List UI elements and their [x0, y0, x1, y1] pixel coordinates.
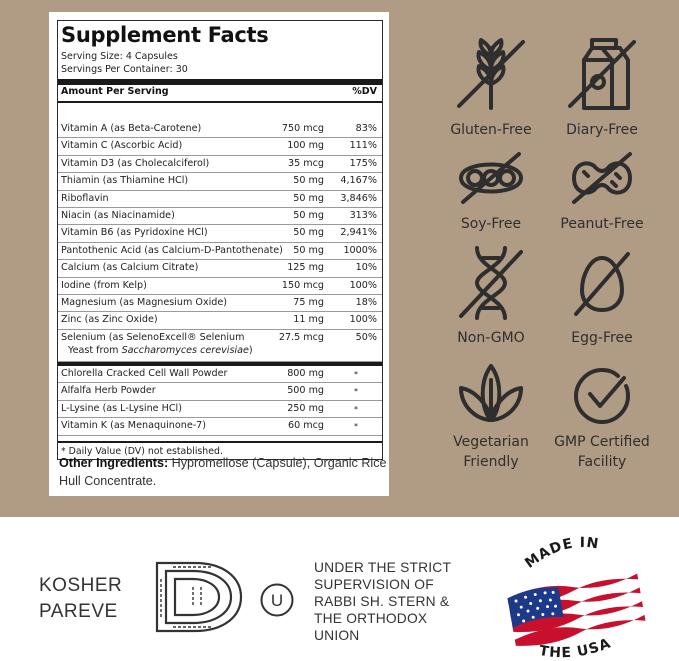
made-in-usa-emblem: [500, 535, 648, 661]
row-amount: 50 mg: [293, 210, 324, 221]
badge-label: Diary-Free: [566, 122, 638, 138]
table-row: [58, 156, 382, 173]
egg-crossed-icon: [562, 244, 642, 322]
table-row: [58, 295, 382, 312]
checkmark-circle-icon: [562, 360, 642, 426]
row-dv: 83%: [355, 123, 377, 134]
table-row: [58, 138, 382, 155]
row-name: Pantothenic Acid (as Calcium-D-Pantothenate): [61, 244, 283, 256]
badge-soy-free: [436, 148, 546, 234]
row-name: Vitamin C (Ascorbic Acid): [61, 140, 183, 152]
row-name: Vitamin K (as Menaquinone-7): [61, 420, 207, 432]
row-name-line2: Yeast from Saccharomyces cerevisiae): [68, 344, 253, 356]
badge-label-line2: Facility: [577, 454, 627, 470]
badge-vegetarian-friendly: [436, 360, 546, 472]
row-name: Vitamin B6 (as Pyridoxine HCl): [61, 227, 208, 239]
badge-label: Soy-Free: [460, 216, 522, 232]
row-amount: 800 mg: [287, 368, 324, 379]
row-name: Vitamin D3 (as Cholecalciferol): [61, 157, 210, 169]
certification-strip: [0, 517, 679, 661]
badge-dairy-free: [547, 34, 657, 140]
row-dv: 111%: [349, 140, 377, 152]
badge-label: Gluten-Free: [450, 122, 532, 138]
row-dv: *: [354, 422, 358, 432]
row-name: Calcium (as Calcium Citrate): [61, 262, 199, 274]
badge-peanut-free: [547, 148, 657, 234]
milk-carton-crossed-icon: [562, 34, 642, 114]
facts-title: Supplement Facts: [61, 23, 269, 47]
row-dv: 1000%: [343, 244, 377, 256]
row-dv: 3,846%: [340, 192, 377, 204]
row-amount: 75 mg: [293, 297, 324, 308]
table-row: [58, 278, 382, 295]
badge-non-gmo: [436, 244, 546, 348]
row-name: Niacin (as Niacinamide): [61, 210, 175, 221]
table-row: [58, 401, 382, 418]
ou-symbol-icon: [259, 582, 295, 618]
row-name: Chlorella Cracked Cell Wall Powder: [61, 368, 228, 379]
badge-gmp-certified: [544, 360, 660, 472]
row-amount: 100 mg: [287, 140, 324, 152]
header-amount-per-serving: Amount Per Serving: [61, 86, 169, 97]
row-dv: 175%: [349, 157, 377, 169]
row-amount: 150 mcg: [281, 279, 324, 291]
row-dv: *: [354, 370, 358, 379]
badge-label: Peanut-Free: [560, 216, 644, 232]
badge-egg-free: [547, 244, 657, 348]
badge-gluten-free: [436, 34, 546, 140]
row-name: Vitamin A (as Beta-Carotene): [61, 123, 202, 134]
peanut-crossed-icon: [562, 148, 642, 208]
row-amount: 27.5 mcg: [278, 331, 324, 343]
thick-divider: [58, 79, 382, 85]
row-amount: 60 mcg: [288, 420, 324, 432]
row-amount: 50 mg: [293, 227, 324, 239]
dv-footnote: * Daily Value (DV) not established.: [61, 446, 223, 457]
supplement-facts-table: [57, 20, 383, 460]
header-dv: %DV: [352, 86, 377, 97]
table-row-selenium: [58, 330, 382, 362]
row-amount: 125 mg: [287, 262, 324, 274]
table-row: [58, 366, 382, 383]
wheat-crossed-icon: [451, 34, 531, 114]
badge-label: Non-GMO: [457, 330, 525, 346]
table-row: [58, 243, 382, 260]
row-amount: 50 mg: [293, 192, 324, 204]
row-name: Thiamin (as Thiamine HCl): [61, 175, 189, 187]
soybean-crossed-icon: [451, 148, 531, 208]
row-dv: 10%: [355, 262, 377, 274]
kosher-pareve-label: KOSHER PAREVE: [39, 575, 123, 622]
row-dv: 100%: [349, 314, 377, 326]
badge-label: Egg-Free: [571, 330, 633, 346]
table-row: [58, 208, 382, 225]
other-ingredients: Other Ingredients: Hypromellose (Capsule), Organic Rice Hull Concentrate.: [59, 456, 387, 488]
row-amount: 500 mg: [287, 385, 324, 397]
row-name: Selenium (as SelenoExcell® Selenium: [61, 331, 245, 343]
badge-label-line1: GMP Certified: [554, 434, 650, 450]
dna-crossed-icon: [451, 244, 531, 322]
row-name: L-Lysine (as L-Lysine HCl): [61, 402, 182, 414]
row-name: Riboflavin: [61, 192, 109, 204]
row-amount: 750 mcg: [281, 123, 324, 134]
row-dv: 18%: [355, 297, 377, 308]
row-dv: *: [354, 387, 358, 397]
servings-per-container: Servings Per Container: 30: [61, 64, 188, 75]
row-amount: 11 mg: [293, 314, 324, 326]
row-dv: 50%: [355, 331, 377, 343]
row-dv: 2,941%: [340, 227, 377, 239]
table-row: [58, 121, 382, 138]
row-dv: 4,167%: [340, 175, 377, 187]
row-dv: 313%: [349, 210, 377, 221]
supervision-text: UNDER THE STRICT SUPERVISION OF RABBI SH. STERN & THE ORTHODOX UNION: [314, 560, 452, 643]
table-row: [58, 312, 382, 329]
row-name: Zinc (as Zinc Oxide): [61, 314, 158, 326]
table-row: [58, 418, 382, 435]
row-amount: 35 mcg: [288, 157, 324, 169]
row-name: Alfalfa Herb Powder: [61, 385, 156, 397]
row-amount: 50 mg: [293, 244, 324, 256]
svg-text:THE USA: THE USA: [537, 635, 614, 661]
leaf-icon: [451, 360, 531, 426]
row-dv: *: [354, 404, 358, 414]
table-row: [58, 383, 382, 400]
footer-divider: [58, 441, 382, 443]
supplement-facts-panel: [49, 12, 389, 496]
row-name: Magnesium (as Magnesium Oxide): [61, 297, 228, 308]
table-row: [58, 260, 382, 277]
table-row: [58, 191, 382, 208]
svg-text:U: U: [270, 591, 284, 610]
row-amount: 50 mg: [293, 175, 324, 187]
row-name: Iodine (from Kelp): [61, 279, 147, 291]
badge-label-line2: Friendly: [463, 454, 519, 470]
badge-label-line1: Vegetarian: [453, 434, 529, 450]
row-dv: 100%: [349, 279, 377, 291]
table-row: [58, 173, 382, 190]
header-divider: [58, 101, 382, 103]
svg-text:MADE IN: MADE IN: [522, 535, 601, 572]
serving-size: Serving Size: 4 Capsules: [61, 51, 178, 62]
kosher-seal-logo: [153, 559, 245, 635]
row-amount: 250 mg: [287, 402, 324, 414]
table-row: [58, 225, 382, 242]
